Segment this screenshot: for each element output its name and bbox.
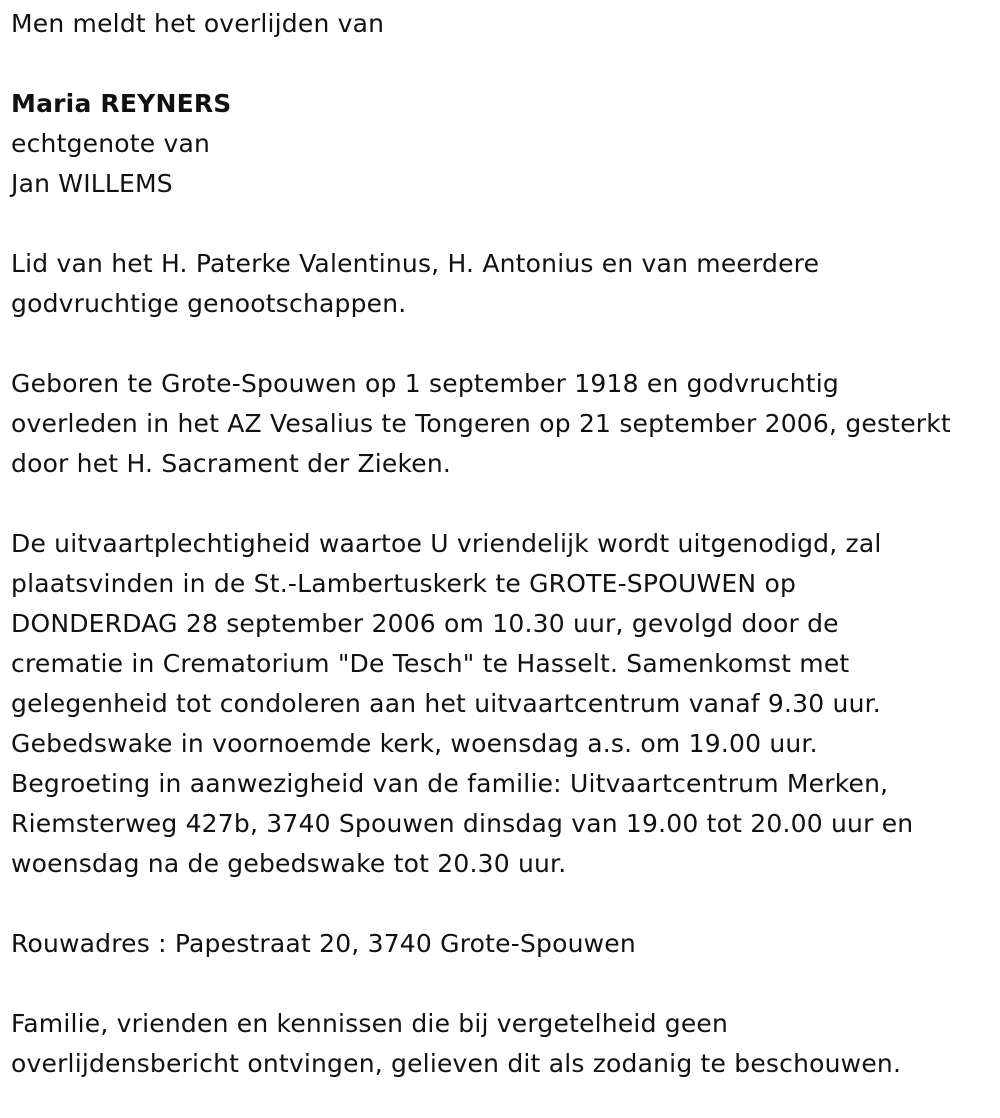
deceased-name: Maria REYNERS bbox=[11, 89, 232, 118]
text-line: De uitvaartplechtigheid waartoe U vriendelijk wordt uitgenodigd, zal bbox=[11, 529, 882, 558]
spacer bbox=[11, 964, 995, 1004]
text-line: DONDERDAG 28 september 2006 om 10.30 uur, gevolgd door de bbox=[11, 609, 839, 638]
text-line: door het H. Sacrament der Zieken. bbox=[11, 449, 452, 478]
death-notice bbox=[11, 4, 995, 1084]
spouse-name: Jan WILLEMS bbox=[11, 169, 173, 198]
text-line: plaatsvinden in de St.-Lambertuskerk te GROTE-SPOUWEN op bbox=[11, 569, 797, 598]
spacer bbox=[11, 204, 995, 244]
birth-death-paragraph bbox=[11, 364, 995, 484]
spacer bbox=[11, 324, 995, 364]
text-line: Begroeting in aanwezigheid van de familie: Uitvaartcentrum Merken, bbox=[11, 769, 889, 798]
spacer bbox=[11, 884, 995, 924]
text-line: Gebedswake in voornoemde kerk, woensdag a.s. om 19.00 uur. bbox=[11, 729, 818, 758]
text-line: Familie, vrienden en kennissen die bij vergetelheid geen bbox=[11, 1009, 729, 1038]
text-line: overleden in het AZ Vesalius te Tongeren op 21 september 2006, gesterkt bbox=[11, 409, 951, 438]
mourning-address: Rouwadres : Papestraat 20, 3740 Grote-Spouwen bbox=[11, 929, 636, 958]
spacer bbox=[11, 484, 995, 524]
text-line: Geboren te Grote-Spouwen op 1 september 1918 en godvruchtig bbox=[11, 369, 839, 398]
text-line: overlijdensbericht ontvingen, gelieven dit als zodanig te beschouwen. bbox=[11, 1049, 902, 1078]
relation-line: echtgenote van bbox=[11, 129, 211, 158]
text-line: crematie in Crematorium "De Tesch" te Hasselt. Samenkomst met bbox=[11, 649, 850, 678]
closing-paragraph bbox=[11, 1004, 995, 1084]
membership-paragraph bbox=[11, 244, 995, 324]
text-line: woensdag na de gebedswake tot 20.30 uur. bbox=[11, 849, 567, 878]
spacer bbox=[11, 44, 995, 84]
funeral-paragraph bbox=[11, 524, 995, 884]
intro-line: Men meldt het overlijden van bbox=[11, 9, 385, 38]
text-line: Lid van het H. Paterke Valentinus, H. Antonius en van meerdere bbox=[11, 249, 820, 278]
text-line: godvruchtige genootschappen. bbox=[11, 289, 407, 318]
text-line: gelegenheid tot condoleren aan het uitvaartcentrum vanaf 9.30 uur. bbox=[11, 689, 881, 718]
text-line: Riemsterweg 427b, 3740 Spouwen dinsdag van 19.00 tot 20.00 uur en bbox=[11, 809, 914, 838]
